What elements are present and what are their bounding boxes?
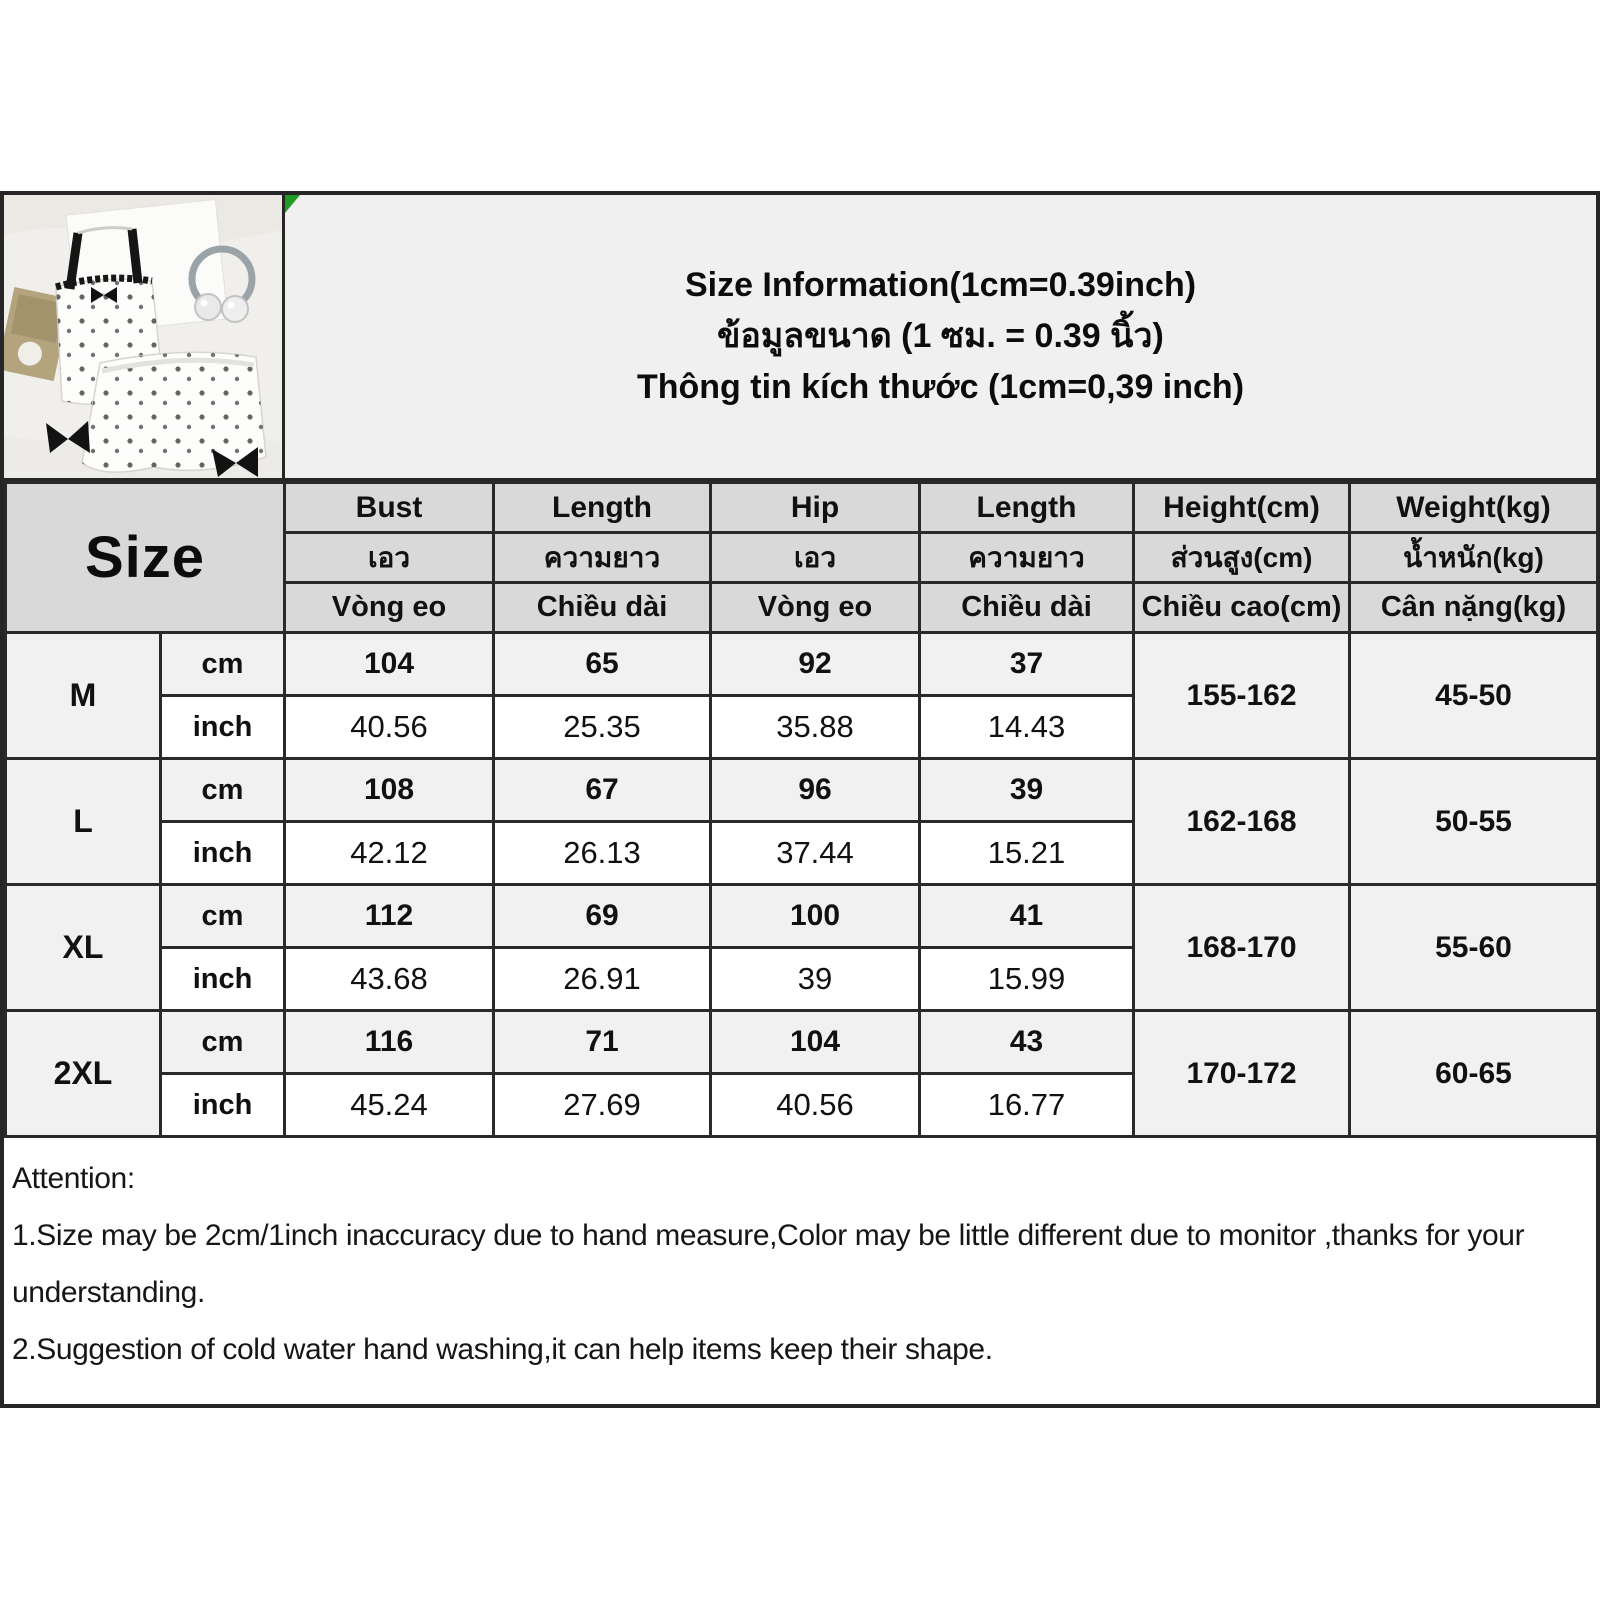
header-weight-en: Weight(kg) (1350, 483, 1598, 533)
title-vietnamese: Thông tin kích thước (1cm=0,39 inch) (636, 368, 1245, 406)
header-length2-en: Length (920, 483, 1134, 533)
header-length2-th: ความยาว (920, 533, 1134, 583)
unit-cm: cm (161, 885, 285, 948)
2xl-length-cm: 71 (494, 1011, 711, 1074)
header-weight-vi: Cân nặng(kg) (1350, 583, 1598, 633)
l-length-cm: 67 (494, 759, 711, 822)
size-chart-frame (0, 191, 1600, 1408)
m-length-inch: 25.35 (494, 696, 711, 759)
xl-length-cm: 69 (494, 885, 711, 948)
header-hip-vi: Vòng eo (711, 583, 920, 633)
green-corner-marker (285, 195, 300, 213)
unit-inch: inch (161, 696, 285, 759)
m-hip-cm: 92 (711, 633, 920, 696)
size-label-2xl: 2XL (6, 1011, 161, 1137)
m-length2-cm: 37 (920, 633, 1134, 696)
title-english: Size Information(1cm=0.39inch) (684, 266, 1197, 304)
header-hip-en: Hip (711, 483, 920, 533)
attention-note-2: 2.Suggestion of cold water hand washing,it can help items keep their shape. (12, 1333, 993, 1366)
xl-hip-inch: 39 (711, 948, 920, 1011)
unit-inch: inch (161, 822, 285, 885)
l-length2-inch: 15.21 (920, 822, 1134, 885)
header-hip-th: เอว (711, 533, 920, 583)
xl-length-inch: 26.91 (494, 948, 711, 1011)
unit-cm: cm (161, 633, 285, 696)
size-label-xl: XL (6, 885, 161, 1011)
attention-note-1: 1.Size may be 2cm/1inch inaccuracy due to hand measure,Color may be little different due to monitor ,thanks for your understanding. (12, 1219, 1525, 1309)
2xl-weight-range: 60-65 (1350, 1011, 1598, 1137)
2xl-bust-inch: 45.24 (285, 1074, 494, 1137)
2xl-length2-cm: 43 (920, 1011, 1134, 1074)
size-label-m: M (6, 633, 161, 759)
2xl-length2-inch: 16.77 (920, 1074, 1134, 1137)
header-length2-vi: Chiều dài (920, 583, 1134, 633)
l-bust-inch: 42.12 (285, 822, 494, 885)
m-height-range: 155-162 (1134, 633, 1350, 759)
l-length2-cm: 39 (920, 759, 1134, 822)
l-length-inch: 26.13 (494, 822, 711, 885)
m-bust-cm: 104 (285, 633, 494, 696)
unit-inch: inch (161, 1074, 285, 1137)
product-photo (4, 195, 285, 478)
l-height-range: 162-168 (1134, 759, 1350, 885)
2xl-hip-cm: 104 (711, 1011, 920, 1074)
xl-bust-inch: 43.68 (285, 948, 494, 1011)
attention-notes (4, 1138, 1596, 1404)
l-weight-range: 50-55 (1350, 759, 1598, 885)
header-height-th: ส่วนสูง(cm) (1134, 533, 1350, 583)
xl-height-range: 168-170 (1134, 885, 1350, 1011)
xl-weight-range: 55-60 (1350, 885, 1598, 1011)
header-bust-th: เอว (285, 533, 494, 583)
2xl-hip-inch: 40.56 (711, 1074, 920, 1137)
xl-hip-cm: 100 (711, 885, 920, 948)
2xl-height-range: 170-172 (1134, 1011, 1350, 1137)
l-hip-cm: 96 (711, 759, 920, 822)
xl-length2-cm: 41 (920, 885, 1134, 948)
l-bust-cm: 108 (285, 759, 494, 822)
m-length-cm: 65 (494, 633, 711, 696)
m-hip-inch: 35.88 (711, 696, 920, 759)
unit-cm: cm (161, 759, 285, 822)
header-weight-th: น้ำหนัก(kg) (1350, 533, 1598, 583)
unit-cm: cm (161, 1011, 285, 1074)
m-bust-inch: 40.56 (285, 696, 494, 759)
title-block (285, 195, 1596, 478)
l-hip-inch: 37.44 (711, 822, 920, 885)
header-length-th: ความยาว (494, 533, 711, 583)
header-bust-vi: Vòng eo (285, 583, 494, 633)
2xl-bust-cm: 116 (285, 1011, 494, 1074)
title-thai: ข้อมูลขนาด (1 ซม. = 0.39 นิ้ว) (717, 317, 1164, 355)
header-length-en: Length (494, 483, 711, 533)
attention-heading: Attention: (12, 1162, 135, 1195)
header-bust-en: Bust (285, 483, 494, 533)
size-corner-header: Size (6, 483, 285, 633)
xl-bust-cm: 112 (285, 885, 494, 948)
m-length2-inch: 14.43 (920, 696, 1134, 759)
header-height-vi: Chiều cao(cm) (1134, 583, 1350, 633)
header-height-en: Height(cm) (1134, 483, 1350, 533)
pajama-set-illustration (4, 195, 282, 478)
size-label-l: L (6, 759, 161, 885)
2xl-length-inch: 27.69 (494, 1074, 711, 1137)
m-weight-range: 45-50 (1350, 633, 1598, 759)
header-length-vi: Chiều dài (494, 583, 711, 633)
xl-length2-inch: 15.99 (920, 948, 1134, 1011)
size-table (4, 481, 1599, 1138)
unit-inch: inch (161, 948, 285, 1011)
top-band (4, 195, 1596, 481)
